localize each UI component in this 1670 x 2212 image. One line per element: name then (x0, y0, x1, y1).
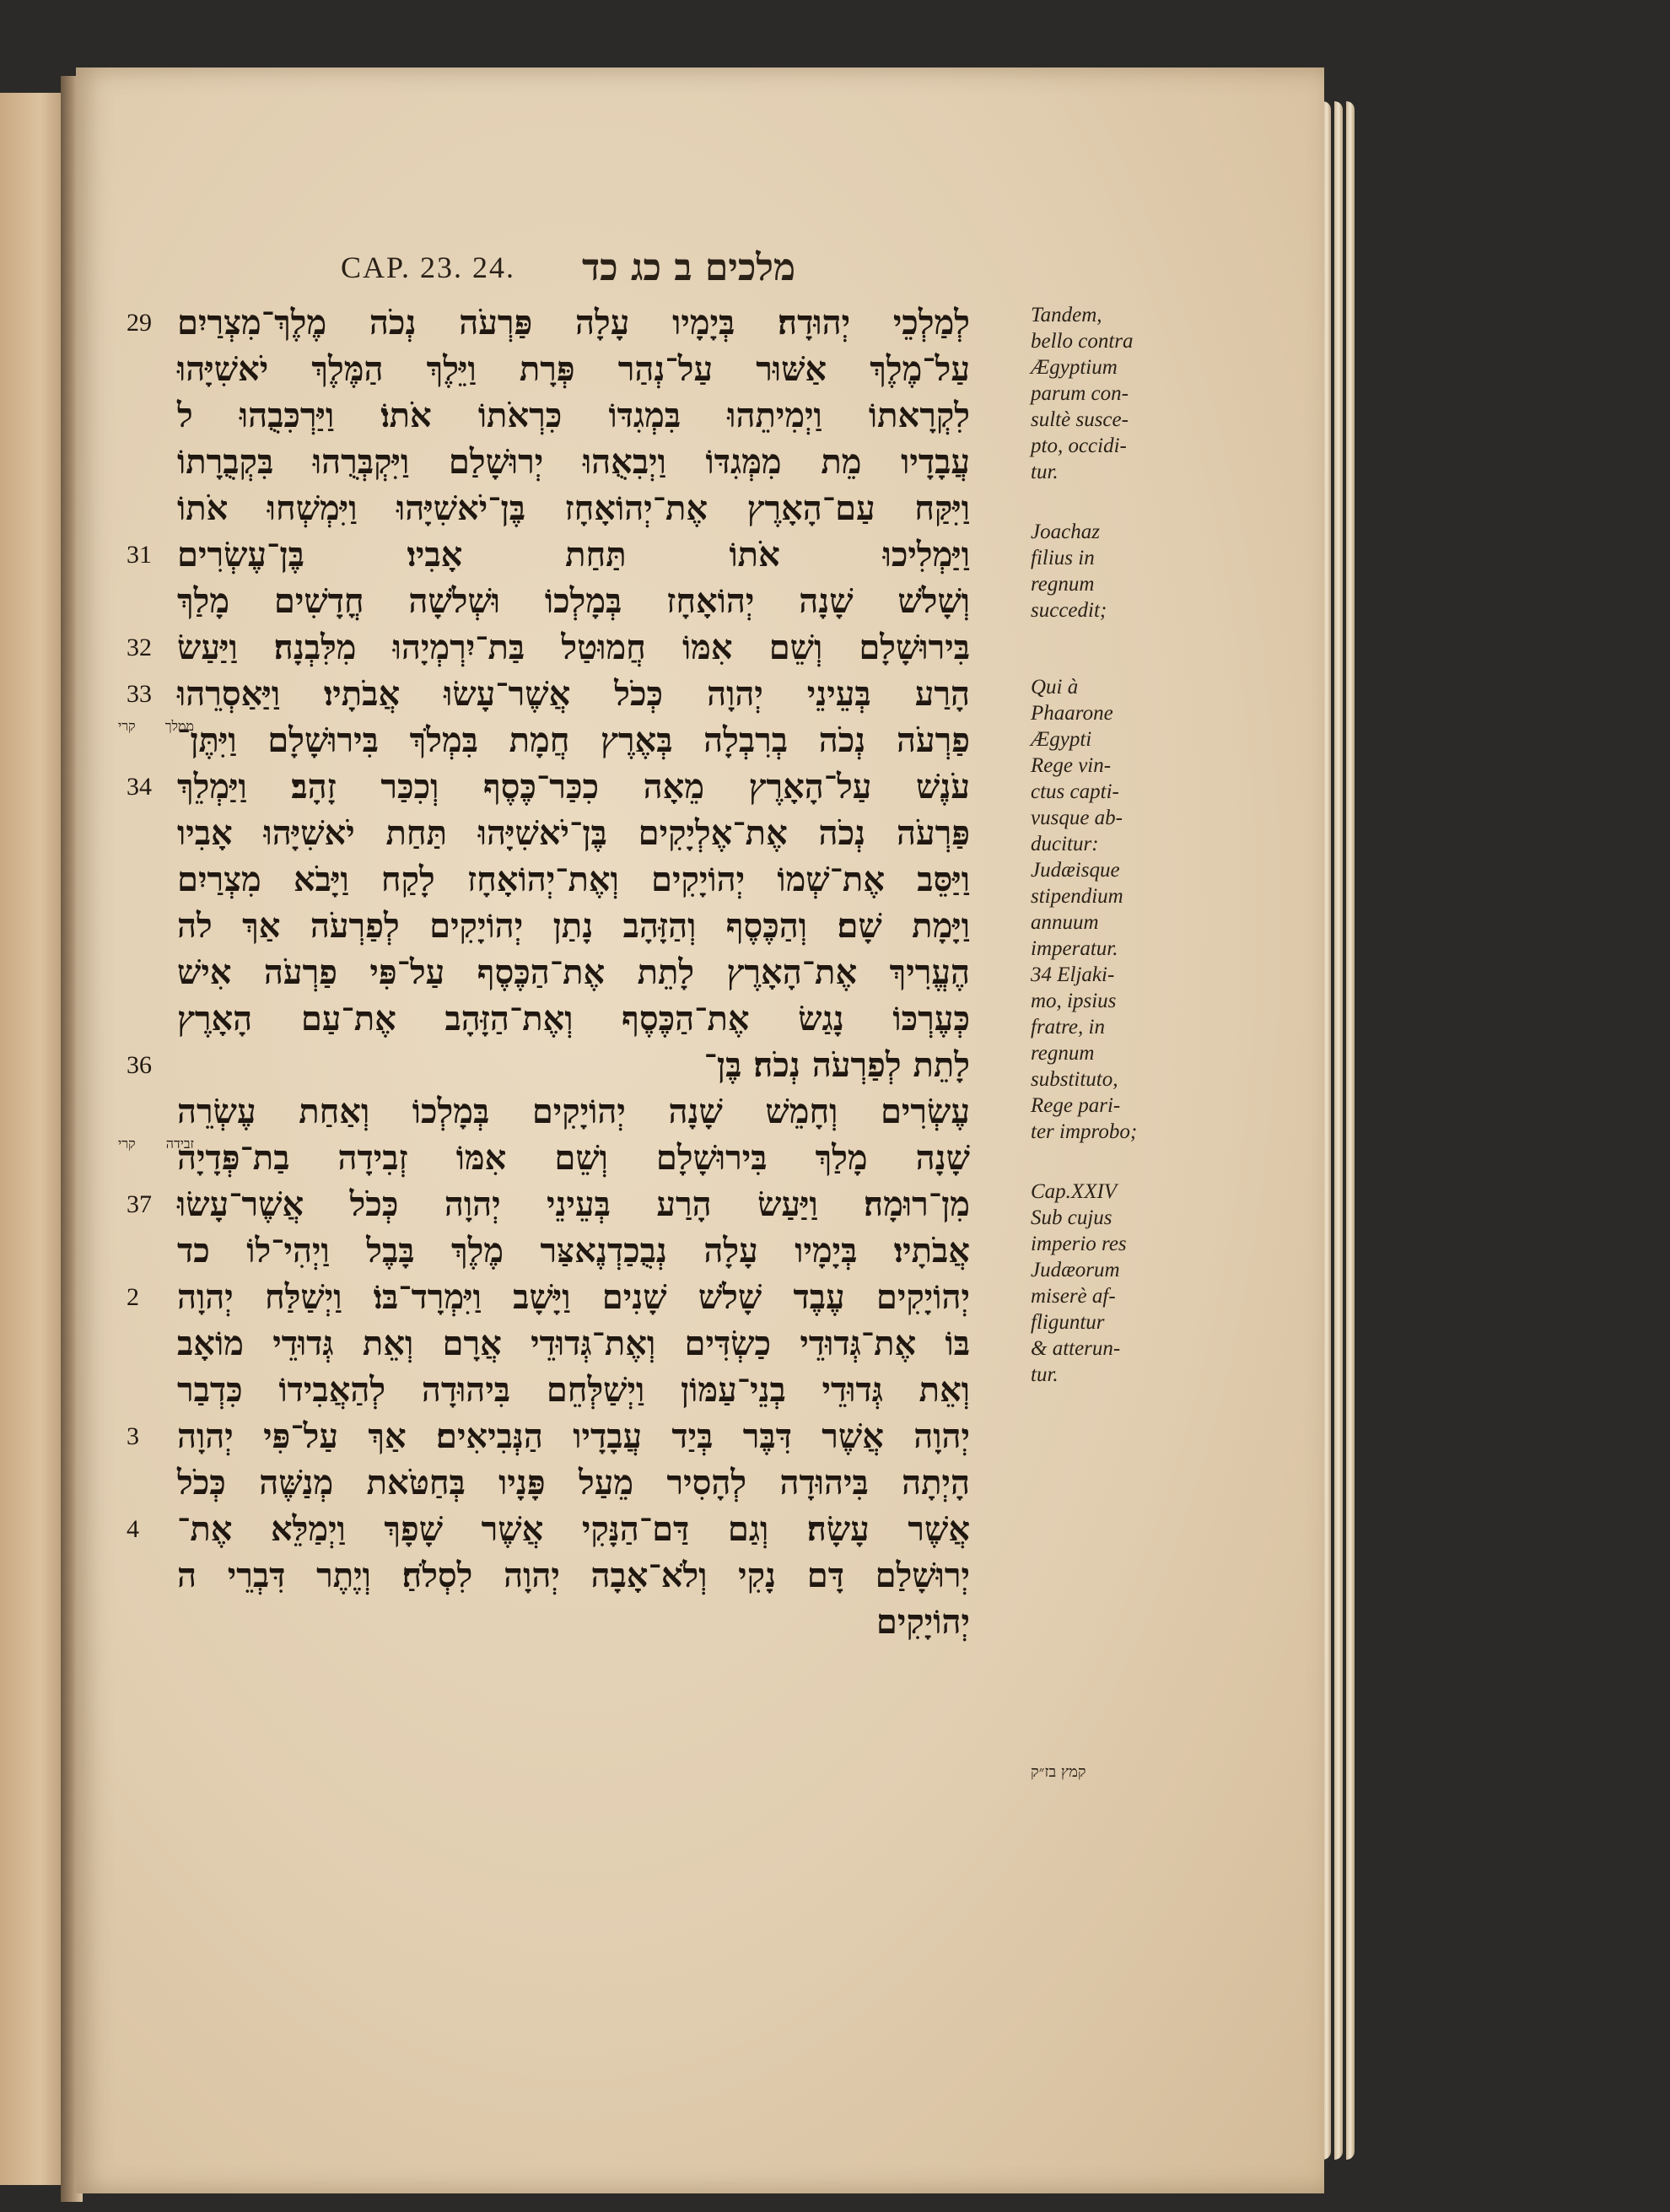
margin-note-line: pto, occidi- (1031, 434, 1127, 457)
margin-note-line: regnum (1031, 573, 1095, 596)
verse-number: 3 (127, 1422, 139, 1450)
text-line (127, 856, 1021, 903)
line-text: לָתֵת לְפַרְעֹה נְכֹה׃ בֶּן־ (703, 1045, 970, 1085)
text-line (127, 578, 1021, 624)
verse-number: 4 (127, 1515, 139, 1543)
margin-note-line: sultè susce- (1031, 408, 1129, 431)
margin-note-line: tur. (1031, 461, 1059, 483)
line-text: אֲבֹתָיו׃ בְּיָמָיו עָלָה נְבֻכַדְנֶאצַּר מֶלֶךְ בָּבֶל וַיְהִי־לוֹ כד (177, 1231, 970, 1271)
margin-note-line: substituto, (1031, 1068, 1118, 1091)
margin-note-line: mo, ipsius (1031, 990, 1117, 1012)
margin-note-line: Phaarone (1031, 702, 1113, 725)
text-line (127, 1552, 1021, 1599)
margin-note-line: ducitur: (1031, 833, 1099, 855)
margin-note-line: & atterun- (1031, 1337, 1121, 1360)
margin-note-line: parum con- (1031, 382, 1129, 405)
qere-note: זבידה קרי (118, 1136, 194, 1152)
margin-note-line: miserè af- (1031, 1285, 1116, 1308)
line-text: וְאֵת גְּדוּדֵי בְנֵי־עַמּוֹן וַיְשַׁלְּחֵם בִּיהוּדָה לְהַאֲבִידוֹ כִּדְבַר (177, 1370, 970, 1410)
text-line (127, 1413, 1021, 1459)
hebrew-text-block (118, 299, 1021, 1645)
line-text: וַיִּקַּח עַם־הָאָרֶץ אֶת־יְהוֹאָחָז בֶּן־יֹאשִׁיָּהוּ וַיִּמְשְׁחוּ אֹתוֹ (177, 488, 970, 528)
margin-note-line: vusque ab- (1031, 807, 1123, 829)
line-text: עֲבָדָיו מֵת מִמְּגִדּוֹ וַיְבִאֻהוּ יְרוּשָׁלַם וַיִּקְבְּרֻהוּ בִּקְבֻרָתוֹ (177, 442, 970, 482)
margin-note-line: Cap.XXIV (1031, 1180, 1118, 1203)
margin-note-line: ctus capti- (1031, 780, 1119, 803)
margin-note-line: Qui à (1031, 676, 1079, 699)
text-line (127, 1181, 1021, 1227)
margin-note-line: Ægyptium (1031, 356, 1118, 379)
text-line (127, 624, 1021, 671)
text-line (127, 763, 1021, 810)
text-line (127, 1320, 1021, 1367)
running-head (329, 246, 1004, 297)
line-text: וַיַּסֵּב אֶת־שְׁמוֹ יְהוֹיָקִים וְאֶת־יְהוֹאָחָז לָקַח וַיָּבֹא מִצְרַיִם (177, 860, 970, 899)
verse-number: 33 (127, 680, 152, 708)
margin-note-line: Rege vin- (1031, 754, 1112, 777)
text-line (127, 1274, 1021, 1320)
margin-note-line: fliguntur (1031, 1311, 1105, 1334)
margin-note (1031, 302, 1166, 485)
qere-note: ממלך קרי (118, 718, 194, 734)
text-line (127, 346, 1021, 392)
margin-note-line: stipendium (1031, 885, 1123, 908)
line-text: כְּעֶרְכּוֹ נָגַשׂ אֶת־הַכֶּסֶף וְאֶת־הַזָּהָב אֶת־עַם הָאָרֶץ (177, 999, 970, 1039)
margin-note-line: Rege pari- (1031, 1094, 1121, 1117)
line-text: הֶעֱרִיךְ אֶת־הָאָרֶץ לָתֵת אֶת־הַכֶּסֶף עַל־פִּי פַרְעֹה אִישׁ (177, 952, 970, 992)
line-text: יְהוֹיָקִים עֶבֶד שָׁלֹשׁ שָׁנִים וַיָּשָׁב וַיִּמְרָד־בּוֹ׃ וַיְשַׁלַּח יְהוָה (177, 1277, 970, 1317)
latin-margin-notes (1031, 302, 1166, 1388)
masoretic-note: קמץ בז״ק (1031, 1763, 1086, 1781)
line-text: עֹנֶשׁ עַל־הָאָרֶץ מֵאָה כִכַּר־כֶּסֶף וְכִכַּר זָהָב׃ וַיַּמְלֵךְ (177, 767, 970, 807)
margin-note (1031, 519, 1166, 623)
margin-note (1031, 1179, 1166, 1388)
verse-number: 34 (127, 773, 152, 801)
line-text: אֲשֶׁר עָשָׂה׃ וְגַם דַּם־הַנָּקִי אֲשֶׁר שָׁפָךְ וַיְמַלֵּא אֶת־ (177, 1509, 970, 1549)
margin-note-line: Judæorum (1031, 1259, 1120, 1281)
margin-note-line: imperatur. (1031, 937, 1118, 960)
chapter-reference: CAP. 23. 24. (341, 251, 516, 284)
line-text: יְהוָה אֲשֶׁר דִּבֶּר בְּיַד עֲבָדָיו הַנְּבִיאִים׃ אַךְ עַל־פִּי יְהוָה (177, 1416, 970, 1456)
text-line (127, 1227, 1021, 1274)
line-text: יְהוֹיָקִים (875, 1602, 970, 1642)
text-line (127, 1459, 1021, 1506)
text-line (127, 299, 1021, 346)
verse-number: 36 (127, 1051, 152, 1079)
line-text: יְרוּשָׁלַם דָּם נָקִי וְלֹא־אָבָה יְהוָה לִסְלֹחַ׃ וְיֶתֶר דִּבְרֵי ה (177, 1556, 970, 1595)
text-line (127, 439, 1021, 485)
book-title-hebrew: מלכים ב כג כד (582, 246, 796, 289)
verse-number: 32 (127, 634, 152, 661)
line-text: וַיַּמְלִיכוּ אֹתוֹ תַּחַת אָבִיו׃ בֶּן־עֶשְׂרִים (177, 535, 970, 575)
line-text: בִּירוּשָׁלָם וְשֵׁם אִמּוֹ חֲמוּטַל בַּת־יִרְמְיָהוּ מִלִּבְנָה׃ וַיַּעַשׂ (177, 628, 970, 667)
line-text: שָׁנָה מָלַךְ בִּירוּשָׁלָם וְשֵׁם אִמּוֹ זְבִידָה בַת־פְּדָיָה (177, 1138, 970, 1178)
text-line (127, 485, 1021, 531)
margin-note-line: regnum (1031, 1042, 1095, 1065)
left-page-edge (0, 93, 67, 2185)
text-line (127, 1088, 1021, 1135)
margin-note-line: Tandem, (1031, 304, 1102, 326)
margin-note-line: bello contra (1031, 330, 1134, 353)
text-line (127, 949, 1021, 995)
line-text: וְשָׁלֹשׁ שָׁנָה יְהוֹאָחָז בְּמָלְכוֹ וּשְׁלֹשָׁה חֳדָשִׁים מָלַךְ (177, 581, 970, 621)
line-text: עֶשְׂרִים וְחָמֵשׁ שָׁנָה יְהוֹיָקִים בְּמָלְכוֹ וְאַחַת עֶשְׂרֵה (177, 1092, 970, 1131)
line-text: הָיְתָה בִּיהוּדָה לְהָסִיר מֵעַל פָּנָיו בְּחַטֹּאת מְנַשֶּׁה כְּכֹל (177, 1463, 970, 1503)
margin-note-line: Sub cujus (1031, 1206, 1112, 1229)
line-text: הָרַע בְּעֵינֵי יְהוָה כְּכֹל אֲשֶׁר־עָשׂוּ אֲבֹתָיו׃ וַיַּאַסְרֵהוּ (177, 674, 970, 714)
text-line (127, 810, 1021, 856)
margin-note-line: Ægypti (1031, 728, 1092, 751)
verse-number: 2 (127, 1283, 139, 1311)
line-text: פַּרְעֹה נְכֹה אֶת־אֶלְיָקִים בֶּן־יֹאשִׁיָּהוּ תַּחַת יֹאשִׁיָּהוּ אָבִיו (177, 813, 970, 853)
text-line (127, 1042, 1021, 1088)
line-text: פַרְעֹה נְכֹה בְרִבְלָה בְּאֶרֶץ חֲמָת בִּמְלֹךְ בִּירוּשָׁלָם וַיִּתֶּן־ (177, 720, 970, 760)
margin-note-line: filius in (1031, 547, 1095, 569)
margin-note-line: Judæisque (1031, 859, 1120, 882)
text-line (127, 1506, 1021, 1552)
line-text: וַיָּמָת שָׁם׃ וְהַכֶּסֶף וְהַזָּהָב נָתַן יְהוֹיָקִים לְפַרְעֹה אַךְ לה (177, 906, 970, 946)
text-line (127, 671, 1021, 717)
text-line (127, 903, 1021, 949)
line-text: עַל־מֶלֶךְ אַשּׁוּר עַל־נְהַר פְּרָת וַיֵּלֶךְ הַמֶּלֶךְ יֹאשִׁיָּהוּ (177, 349, 970, 389)
margin-note-line: tur. (1031, 1363, 1059, 1386)
margin-note (1031, 674, 1166, 1145)
line-text: לִקְרָאתוֹ וַיְמִיתֵהוּ בִּמְגִדּוֹ כִּרְאֹתוֹ אֹתוֹ׃ וַיַּרְכִּבֻהוּ ל (177, 396, 970, 435)
verse-number: 31 (127, 541, 152, 569)
text-line (118, 1135, 1021, 1181)
line-text: מִן־רוּמָה׃ וַיַּעַשׂ הָרַע בְּעֵינֵי יְהוָה כְּכֹל אֲשֶׁר־עָשׂוּ (177, 1184, 970, 1224)
text-line (127, 531, 1021, 578)
margin-note-line: 34 Eljaki- (1031, 963, 1115, 986)
margin-note-line: Joachaz (1031, 521, 1100, 543)
line-text: לְמַלְכֵי יְהוּדָה׃ בְּיָמָיו עָלָה פַּרְעֹה נְכֹה מֶלֶךְ־מִצְרַיִם (177, 303, 970, 343)
margin-note-line: fratre, in (1031, 1016, 1105, 1039)
line-text: בּוֹ אֶת־גְּדוּדֵי כַשְׂדִּים וְאֶת־גְּדוּדֵי אֲרָם וְאֵת גְּדוּדֵי מוֹאָב (177, 1324, 970, 1363)
margin-note-line: ter improbo; (1031, 1120, 1138, 1143)
text-line (127, 1367, 1021, 1413)
verse-number: 37 (127, 1190, 152, 1218)
margin-note-line: succedit; (1031, 599, 1107, 622)
margin-note-line: annuum (1031, 911, 1099, 934)
margin-note-line: imperio res (1031, 1233, 1127, 1255)
text-line (118, 717, 1021, 763)
text-line (127, 995, 1021, 1042)
text-line (127, 1599, 1021, 1645)
verse-number: 29 (127, 309, 152, 337)
text-line (127, 392, 1021, 439)
